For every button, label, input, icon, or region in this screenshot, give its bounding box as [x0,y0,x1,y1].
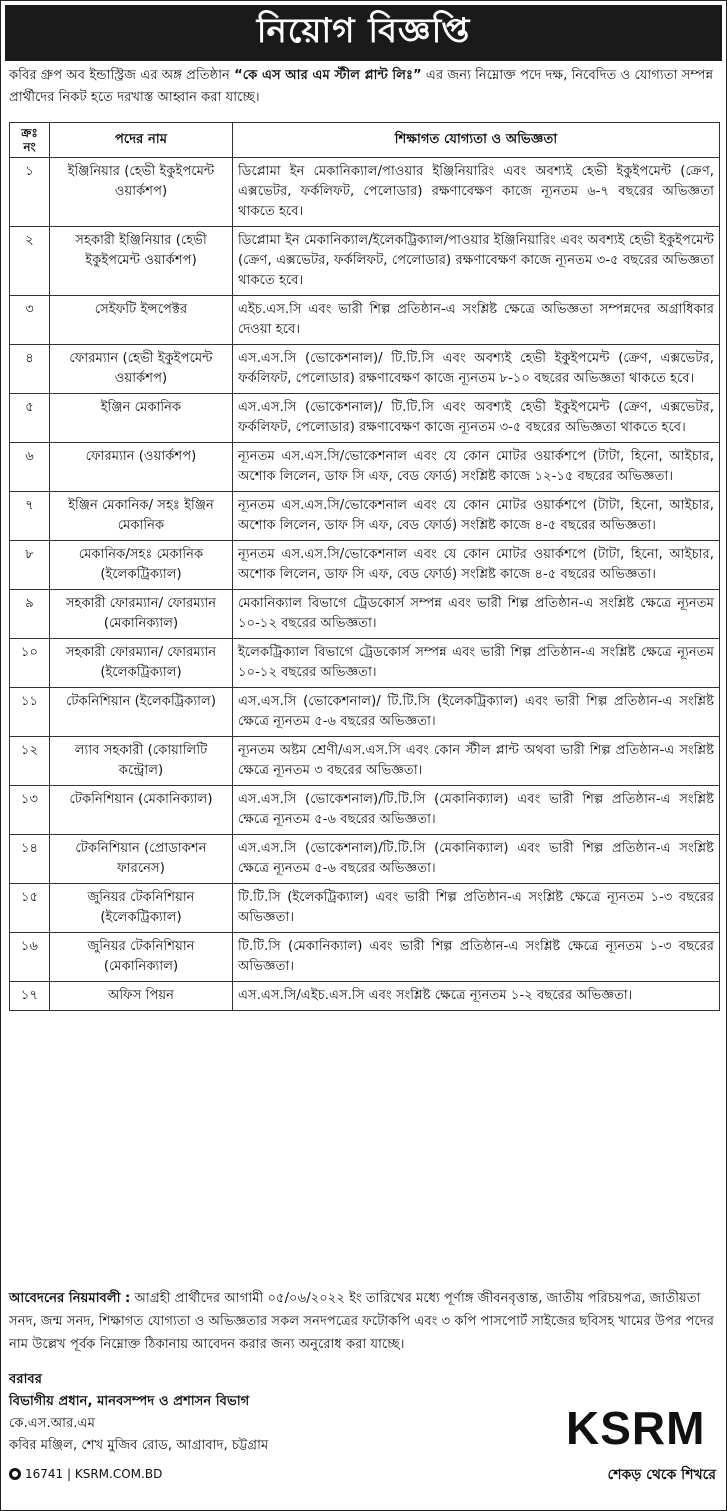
serial-cell: ১০ [10,639,50,688]
position-cell: জুনিয়র টেকনিশিয়ান (মেকানিক্যাল) [50,933,233,982]
position-cell: জুনিয়র টেকনিশিয়ান (ইলেকট্রিক্যাল) [50,884,233,933]
serial-cell: ১১ [10,688,50,737]
serial-cell: ১ [10,158,50,227]
serial-cell: ১৩ [10,786,50,835]
serial-cell: ৬ [10,443,50,492]
table-row [10,345,720,394]
position-cell: ল্যাব সহকারী (কোয়ালিটি কন্ট্রোল) [50,737,233,786]
table-row [10,737,720,786]
table-row [10,541,720,590]
application-rules [9,1287,721,1356]
qualification-cell: ইলেকট্রিক্যাল বিভাগে ট্রেডকোর্স সম্পন্ন এবং ভারী শিল্প প্রতিষ্ঠান-এ সংশ্লিষ্ট ক্ষেত্রে ন্যূনতম ১০-১২ বছরের অভিজ্ঞতা। [233,639,720,688]
qualification-cell: ন্যূনতম এস.এস.সি/ভোকেশনাল এবং যে কোন মোটর ওয়ার্কশপে (টাটা, হিনো, আইচার, অশোক লিলেন, ডাফ সি এফ, বেড ফোর্ড) সংশ্লিষ্ট কাজে ৪-৫ বছরের অভিজ্ঞতা। [233,541,720,590]
address-org: কে.এস.আর.এম [9,1416,95,1431]
ksrm-logo [566,1401,716,1461]
header-serial: ক্রঃ নং [10,123,50,158]
position-cell: সহকারী ফোরম্যান/ ফোরম্যান (ইলেকট্রিক্যাল) [50,639,233,688]
table-row [10,227,720,296]
rules-label: আবেদনের নিয়মাবলী : [9,1291,131,1306]
serial-cell: ৭ [10,492,50,541]
qualification-cell: এস.এস.সি/এইচ.এস.সি এবং সংশ্লিষ্ট ক্ষেত্রে ন্যূনতম ১-২ বছরের অভিজ্ঞতা। [233,982,720,1011]
table-row [10,835,720,884]
position-cell: টেকনিশিয়ান (মেকানিক্যাল) [50,786,233,835]
table-row [10,296,720,345]
qualification-cell: ন্যূনতম অষ্টম শ্রেণী/এস.এস.সি এবং কোন স্টীল প্লান্ট অথবা ভারী শিল্প প্রতিষ্ঠান-এ সংশ্লিষ্ট ক্ষেত্রে ন্যূনতম ৩ বছরের অভিজ্ঞতা। [233,737,720,786]
serial-cell: ১২ [10,737,50,786]
serial-cell: ৩ [10,296,50,345]
position-cell: সহকারী ফোরম্যান/ ফোরম্যান (মেকানিক্যাল) [50,590,233,639]
header-position: পদের নাম [50,123,233,158]
position-cell: ইঞ্জিনিয়ার (হেভী ইকুইপমেন্ট ওয়ার্কশপ) [50,158,233,227]
table-row [10,590,720,639]
tagline: শেকড় থেকে শিখরে [607,1467,716,1483]
address-block [9,1369,429,1457]
qualification-cell: টি.টি.সি (মেকানিক্যাল) এবং ভারী শিল্প প্রতিষ্ঠান-এ সংশ্লিষ্ট ক্ষেত্রে ন্যূনতম ১-৩ বছরের অভিজ্ঞতা। [233,933,720,982]
footer-contact [9,1467,162,1481]
serial-cell: ১৭ [10,982,50,1011]
ad-title: নিয়োগ বিজ্ঞপ্তি [5,5,722,61]
table-row [10,933,720,982]
position-cell: টেকনিশিয়ান (ইলেকট্রিক্যাল) [50,688,233,737]
contact-text: 16741 | KSRM.COM.BD [25,1467,163,1481]
position-cell: অফিস পিয়ন [50,982,233,1011]
table-row [10,158,720,227]
qualification-cell: ডিপ্লোমা ইন মেকানিক্যাল/পাওয়ার ইঞ্জিনিয়ারিং এবং অবশ্যই হেভী ইকুইপমেন্ট (ক্রেণ, এক্সভেটর, ফর্কলিফট, পেলোডার) রক্ষণাবেক্ষণ কাজে ন্যূনতম ৬-৭ বছরের অভিজ্ঞতা থাকতে হবে। [233,158,720,227]
intro-before: কবির গ্রুপ অব ইন্ডাস্ট্রিজ এর অঙ্গ প্রতিষ্ঠান [9,68,235,83]
position-cell: ফোরম্যান (হেভী ইকুইপমেন্ট ওয়ার্কশপ) [50,345,233,394]
address-to: বরাবর [9,1372,43,1387]
position-cell: সহকারী ইঞ্জিনিয়ার (হেভী ইকুইপমেন্ট ওয়ার্কশপ) [50,227,233,296]
position-cell: ইঞ্জিন মেকানিক/ সহঃ ইঞ্জিন মেকানিক [50,492,233,541]
qualification-cell: এইচ.এস.সি এবং ভারী শিল্প প্রতিষ্ঠান-এ সংশ্লিষ্ট ক্ষেত্রে অভিজ্ঞতা সম্পন্নদের অগ্রাধিকার দেওয়া হবে। [233,296,720,345]
qualification-cell: এস.এস.সি (ভোকেশনাল)/ টি.টি.সি এবং অবশ্যই হেভী ইকুইপমেন্ট (ক্রেণ, এক্সভেটর, ফর্কলিফট, পেলোডার) রক্ষণাবেক্ষণ কাজে ন্যূনতম ৮-১০ বছরের অভিজ্ঞতা থাকতে হবে। [233,345,720,394]
table-row [10,982,720,1011]
position-cell: ফোরম্যান (ওয়ার্কশপ) [50,443,233,492]
qualification-cell: এস.এস.সি (ভোকেশনাল)/ টি.টি.সি (ইলেকট্রিক্যাল) এবং ভারী শিল্প প্রতিষ্ঠান-এ সংশ্লিষ্ট ক্ষেত্রে ন্যূনতম ৫-৬ বছরের অভিজ্ঞতা। [233,688,720,737]
table-row [10,688,720,737]
position-cell: সেইফটি ইন্সপেক্টর [50,296,233,345]
qualification-cell: এস.এস.সি (ভোকেশনাল)/টি.টি.সি (মেকানিক্যাল) এবং ভারী শিল্প প্রতিষ্ঠান-এ সংশ্লিষ্ট ক্ষেত্রে ন্যূনতম ৫-৬ বছরের অভিজ্ঞতা। [233,786,720,835]
intro-paragraph [9,65,719,109]
qualification-cell: ন্যূনতম এস.এস.সি/ভোকেশনাল এবং যে কোন মোটর ওয়ার্কশপে (টাটা, হিনো, আইচার, অশোক লিলেন, ডাফ সি এফ, বেড ফোর্ড) সংশ্লিষ্ট কাজে ১২-১৫ বছরের অভিজ্ঞতা। [233,443,720,492]
serial-cell: ১৬ [10,933,50,982]
serial-cell: ১৪ [10,835,50,884]
address-dept: বিভাগীয় প্রধান, মানবসম্পদ ও প্রশাসন বিভাগ [9,1394,250,1409]
qualification-cell: মেকানিক্যাল বিভাগে ট্রেডকোর্স সম্পন্ন এবং ভারী শিল্প প্রতিষ্ঠান-এ সংশ্লিষ্ট ক্ষেত্রে ন্যূনতম ১০-১২ বছরের অভিজ্ঞতা। [233,590,720,639]
table-row [10,443,720,492]
position-cell: ইঞ্জিন মেকানিক [50,394,233,443]
rules-text: আগ্রহী প্রার্থীদের আগামী ০৫/০৬/২০২২ ইং তারিখের মধ্যে পূর্ণাঙ্গ জীবনবৃত্তান্ত, জাতীয় পরিচয়পত্র, জাতীয়তা সনদ, জন্ম সনদ, শিক্ষাগত যোগ্যতা ও অভিজ্ঞতার সকল সনদপত্রের ফটোকপি এবং ৩ কপি পাসপোর্ট সাইজের ছবিসহ খামের উপর পদের নাম উল্লেখ পূর্বক নিম্নোক্ত ঠিকানায় আবেদন করার জন্য অনুরোধ করা যাচ্ছে। [9,1291,714,1352]
address-location: কবির মঞ্জিল, শেখ মুজিব রোড, আগ্রাবাদ, চট্টগ্রাম [9,1438,269,1453]
phone-icon [9,1468,21,1480]
table-row [10,884,720,933]
serial-cell: ৮ [10,541,50,590]
serial-cell: ১৫ [10,884,50,933]
qualification-cell: ন্যূনতম এস.এস.সি/ভোকেশনাল এবং যে কোন মোটর ওয়ার্কশপে (টাটা, হিনো, আইচার, অশোক লিলেন, ডাফ সি এফ, বেড ফোর্ড) সংশ্লিষ্ট কাজে ৪-৫ বছরের অভিজ্ঞতা। [233,492,720,541]
jobs-table [9,122,720,1011]
company-name: “কে এস আর এম স্টীল প্লান্ট লিঃ” [234,68,422,83]
table-row [10,639,720,688]
qualification-cell: ডিপ্লোমা ইন মেকানিক্যাল/ইলেকট্রিক্যাল/পাওয়ার ইঞ্জিনিয়ারিং এবং অবশ্যই হেভী ইকুইপমেন্ট (ক্রেণ, এক্সভেটর, ফর্কলিফট, পেলোডার) রক্ষণাবেক্ষণ কাজে ন্যূনতম ৩-৫ বছরের অভিজ্ঞতা থাকতে হবে। [233,227,720,296]
qualification-cell: টি.টি.সি (ইলেকট্রিক্যাল) এবং ভারী শিল্প প্রতিষ্ঠান-এ সংশ্লিষ্ট ক্ষেত্রে ন্যূনতম ১-৩ বছরের অভিজ্ঞতা। [233,884,720,933]
table-row [10,492,720,541]
table-row [10,394,720,443]
position-cell: মেকানিক/সহঃ মেকানিক (ইলেকট্রিক্যাল) [50,541,233,590]
serial-cell: ৪ [10,345,50,394]
position-cell: টেকনিশিয়ান (প্রোডাকশন ফারনেস) [50,835,233,884]
intro-after: এর জন্য নিম্নোক্ত পদে দক্ষ, নিবেদিত ও যোগ্যতা সম্পন্ন প্রার্থীদের নিকট হতে দরখাস্ত আহ্বান করা যাচ্ছে। [9,68,714,105]
table-header-row [10,123,720,158]
qualification-cell: এস.এস.সি (ভোকেশনাল)/টি.টি.সি (মেকানিক্যাল) এবং ভারী শিল্প প্রতিষ্ঠান-এ সংশ্লিষ্ট ক্ষেত্রে ন্যূনতম ৫-৬ বছরের অভিজ্ঞতা। [233,835,720,884]
qualification-cell: এস.এস.সি (ভোকেশনাল)/ টি.টি.সি এবং অবশ্যই হেভী ইকুইপমেন্ট (ক্রেণ, এক্সভেটর, ফর্কলিফট, পেলোডার) রক্ষণাবেক্ষণ কাজে ন্যূনতম ৩-৫ বছরের অভিজ্ঞতা থাকতে হবে। [233,394,720,443]
logo-text: KSRM [566,1402,706,1454]
serial-cell: ২ [10,227,50,296]
serial-cell: ৫ [10,394,50,443]
header-qualification: শিক্ষাগত যোগ্যতা ও অভিজ্ঞতা [233,123,720,158]
serial-cell: ৯ [10,590,50,639]
table-row [10,786,720,835]
